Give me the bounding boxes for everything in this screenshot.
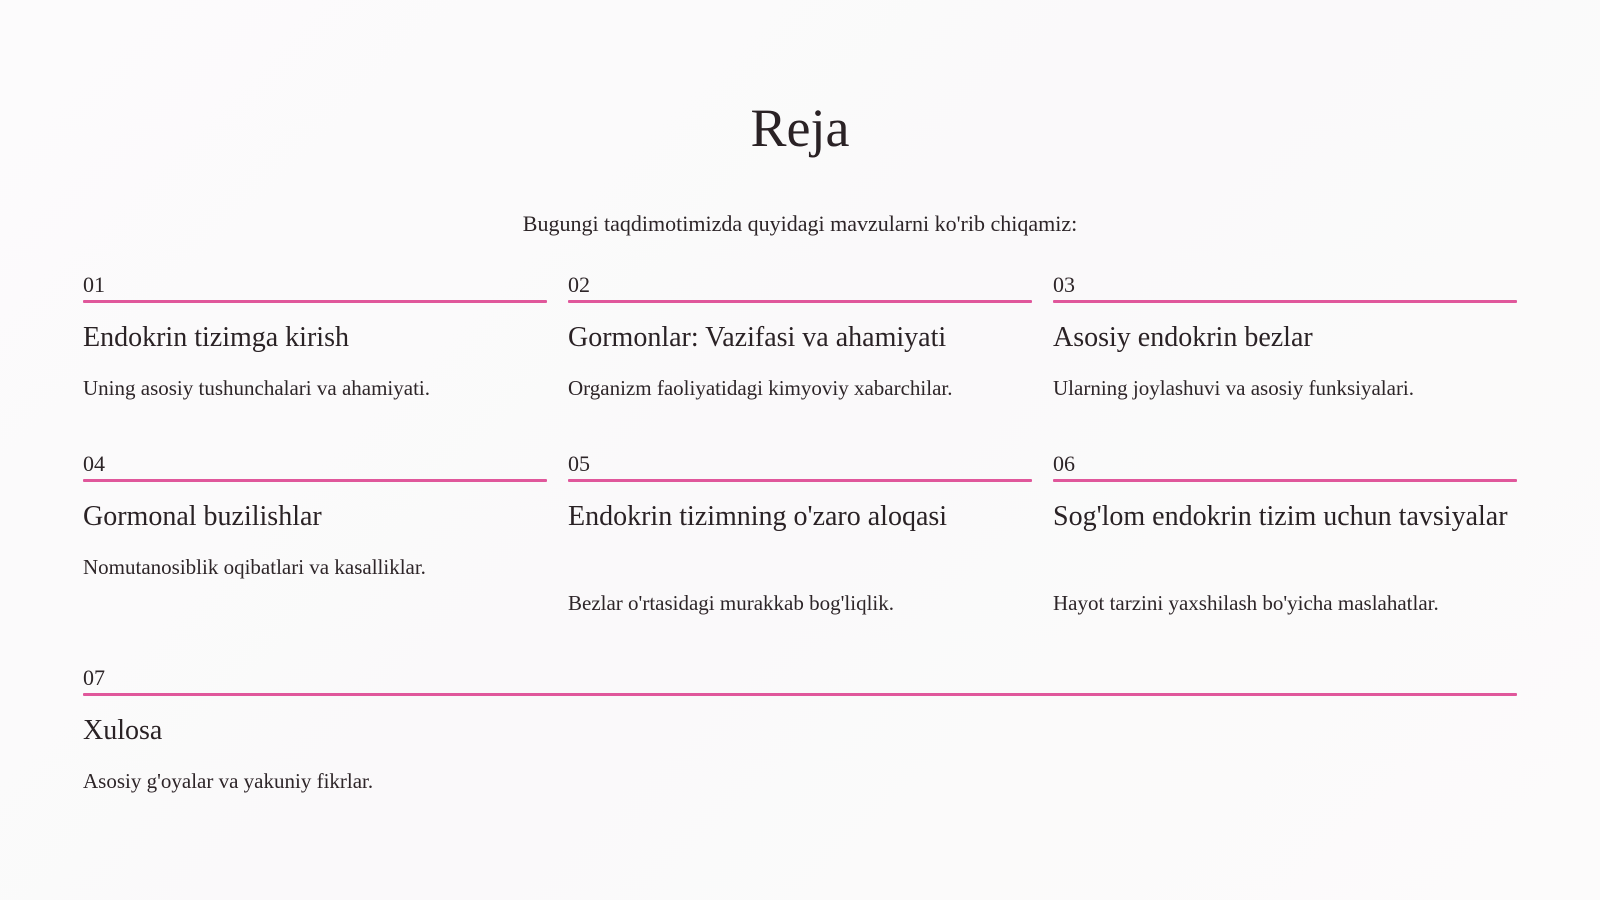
item-divider [1053, 300, 1517, 303]
item-divider [568, 300, 1032, 303]
item-description: Ularning joylashuvi va asosiy funksiyalari. [1053, 376, 1415, 400]
agenda-item-06 [1053, 451, 1517, 616]
item-divider [83, 693, 1517, 696]
agenda-item-01 [83, 272, 547, 401]
item-heading: Gormonal buzilishlar [83, 501, 322, 532]
item-description: Hayot tarzini yaxshilash bo'yicha maslahatlar. [1053, 591, 1439, 615]
item-number: 01 [83, 272, 105, 297]
item-heading: Sog'lom endokrin tizim uchun tavsiyalar [1053, 501, 1508, 532]
item-divider [83, 479, 547, 482]
item-divider [83, 300, 547, 303]
item-heading: Xulosa [83, 715, 163, 746]
item-number: 03 [1053, 272, 1075, 297]
item-number: 04 [83, 451, 105, 476]
item-divider [568, 479, 1032, 482]
item-description: Uning asosiy tushunchalari va ahamiyati. [83, 376, 431, 400]
slide-title: Reja [750, 98, 850, 158]
agenda-item-04 [83, 451, 547, 580]
item-description: Asosiy g'oyalar va yakuniy fikrlar. [83, 769, 374, 793]
item-number: 02 [568, 272, 590, 297]
item-heading: Gormonlar: Vazifasi va ahamiyati [568, 322, 947, 353]
item-number: 05 [568, 451, 590, 476]
item-description: Bezlar o'rtasidagi murakkab bog'liqlik. [568, 591, 894, 615]
agenda-item-02 [568, 272, 1032, 401]
agenda-item-03 [1053, 272, 1517, 401]
item-heading: Endokrin tizimga kirish [83, 322, 349, 353]
item-heading: Asosiy endokrin bezlar [1053, 322, 1313, 353]
agenda-item-07 [83, 665, 1517, 794]
item-description: Organizm faoliyatidagi kimyoviy xabarchilar. [568, 376, 953, 400]
slide-subtitle: Bugungi taqdimotimizda quyidagi mavzularni ko'rib chiqamiz: [522, 211, 1078, 236]
item-divider [1053, 479, 1517, 482]
item-number: 06 [1053, 451, 1075, 476]
agenda-item-05 [568, 451, 1032, 616]
item-description: Nomutanosiblik oqibatlari va kasalliklar. [83, 555, 426, 579]
item-heading: Endokrin tizimning o'zaro aloqasi [568, 501, 948, 532]
item-number: 07 [83, 665, 105, 690]
